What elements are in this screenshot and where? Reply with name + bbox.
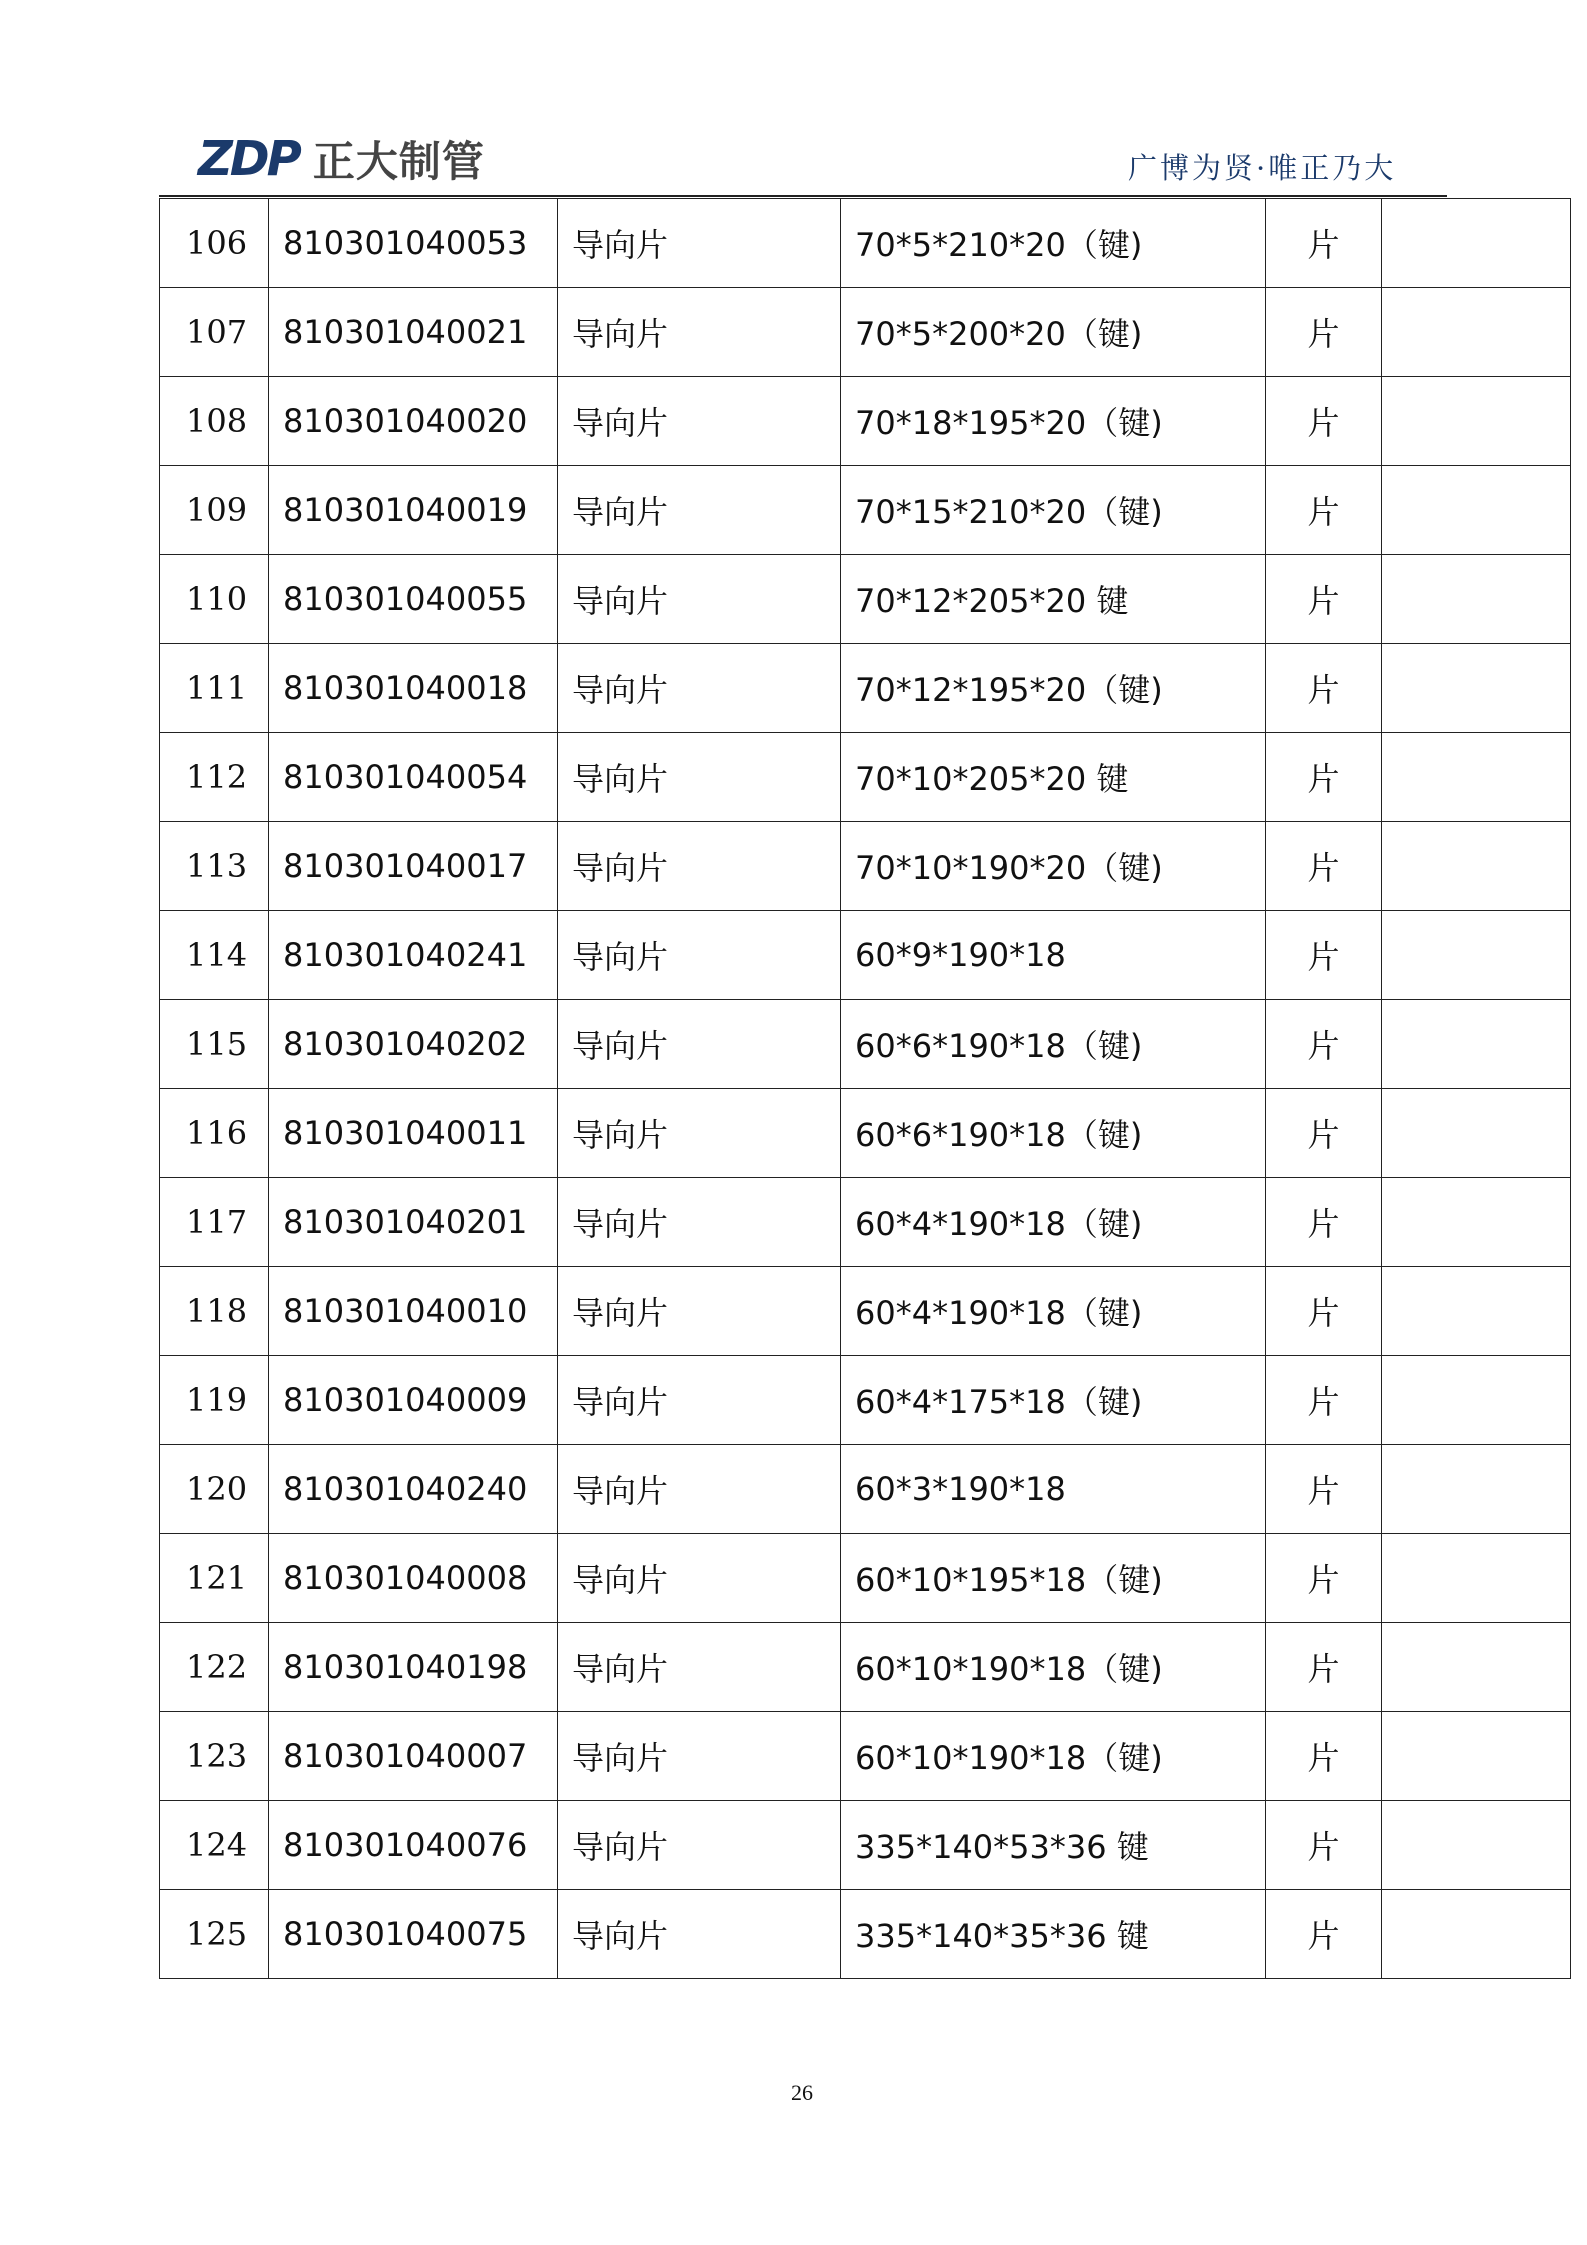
table-row: [160, 1356, 1571, 1445]
item-name: 导向片: [558, 199, 841, 288]
item-name: 导向片: [558, 1712, 841, 1801]
table-row: [160, 555, 1571, 644]
row-number: 108: [160, 377, 269, 466]
row-number: 113: [160, 822, 269, 911]
item-code: 810301040011: [269, 1089, 558, 1178]
item-code: 810301040009: [269, 1356, 558, 1445]
table-row: [160, 1712, 1571, 1801]
item-name: 导向片: [558, 377, 841, 466]
item-spec: 60*3*190*18: [841, 1445, 1266, 1534]
item-spec: 70*10*205*20 键: [841, 733, 1266, 822]
item-remark: [1382, 1445, 1571, 1534]
table-row: [160, 1623, 1571, 1712]
item-remark: [1382, 199, 1571, 288]
item-name: 导向片: [558, 644, 841, 733]
item-code: 810301040019: [269, 466, 558, 555]
item-code: 810301040076: [269, 1801, 558, 1890]
table-row: [160, 1178, 1571, 1267]
item-code: 810301040053: [269, 199, 558, 288]
item-code: 810301040008: [269, 1534, 558, 1623]
item-code: 810301040201: [269, 1178, 558, 1267]
row-number: 122: [160, 1623, 269, 1712]
item-unit: 片: [1266, 1445, 1382, 1534]
item-spec: 335*140*35*36 键: [841, 1890, 1266, 1979]
item-remark: [1382, 1623, 1571, 1712]
item-spec: 70*5*210*20（键): [841, 199, 1266, 288]
item-spec: 70*12*205*20 键: [841, 555, 1266, 644]
item-unit: 片: [1266, 1089, 1382, 1178]
item-name: 导向片: [558, 1267, 841, 1356]
item-code: 810301040198: [269, 1623, 558, 1712]
item-name: 导向片: [558, 733, 841, 822]
item-spec: 70*18*195*20（键): [841, 377, 1266, 466]
table-row: [160, 288, 1571, 377]
item-name: 导向片: [558, 1801, 841, 1890]
item-remark: [1382, 1000, 1571, 1089]
item-name: 导向片: [558, 1178, 841, 1267]
item-spec: 60*10*190*18（键): [841, 1623, 1266, 1712]
table-row: [160, 822, 1571, 911]
item-name: 导向片: [558, 1445, 841, 1534]
item-unit: 片: [1266, 377, 1382, 466]
item-remark: [1382, 1712, 1571, 1801]
table-row: [160, 1445, 1571, 1534]
item-spec: 70*12*195*20（键): [841, 644, 1266, 733]
item-name: 导向片: [558, 1623, 841, 1712]
item-name: 导向片: [558, 555, 841, 644]
table-row: [160, 1801, 1571, 1890]
item-remark: [1382, 1534, 1571, 1623]
item-code: 810301040020: [269, 377, 558, 466]
item-name: 导向片: [558, 1356, 841, 1445]
row-number: 123: [160, 1712, 269, 1801]
item-unit: 片: [1266, 1623, 1382, 1712]
table-row: [160, 1534, 1571, 1623]
item-name: 导向片: [558, 822, 841, 911]
table-row: [160, 1890, 1571, 1979]
item-remark: [1382, 911, 1571, 1000]
item-code: 810301040054: [269, 733, 558, 822]
logo-mark: ZDP: [198, 131, 299, 187]
item-code: 810301040241: [269, 911, 558, 1000]
item-remark: [1382, 1089, 1571, 1178]
row-number: 118: [160, 1267, 269, 1356]
item-spec: 60*4*175*18（键): [841, 1356, 1266, 1445]
item-name: 导向片: [558, 911, 841, 1000]
row-number: 115: [160, 1000, 269, 1089]
item-unit: 片: [1266, 822, 1382, 911]
item-unit: 片: [1266, 911, 1382, 1000]
item-spec: 60*9*190*18: [841, 911, 1266, 1000]
table-row: [160, 377, 1571, 466]
item-spec: 60*10*195*18（键): [841, 1534, 1266, 1623]
item-spec: 60*4*190*18（键): [841, 1267, 1266, 1356]
row-number: 119: [160, 1356, 269, 1445]
table-row: [160, 199, 1571, 288]
row-number: 112: [160, 733, 269, 822]
item-spec: 60*4*190*18（键): [841, 1178, 1266, 1267]
table-row: [160, 733, 1571, 822]
item-remark: [1382, 1890, 1571, 1979]
item-code: 810301040202: [269, 1000, 558, 1089]
row-number: 121: [160, 1534, 269, 1623]
item-code: 810301040010: [269, 1267, 558, 1356]
item-unit: 片: [1266, 1000, 1382, 1089]
item-unit: 片: [1266, 1534, 1382, 1623]
item-name: 导向片: [558, 1089, 841, 1178]
item-unit: 片: [1266, 1801, 1382, 1890]
row-number: 107: [160, 288, 269, 377]
item-spec: 70*5*200*20（键): [841, 288, 1266, 377]
item-remark: [1382, 555, 1571, 644]
item-spec: 60*6*190*18（键): [841, 1089, 1266, 1178]
item-remark: [1382, 288, 1571, 377]
item-code: 810301040007: [269, 1712, 558, 1801]
row-number: 120: [160, 1445, 269, 1534]
item-remark: [1382, 733, 1571, 822]
table-row: [160, 1267, 1571, 1356]
item-remark: [1382, 822, 1571, 911]
logo-text: 正大制管: [312, 137, 485, 186]
item-unit: 片: [1266, 288, 1382, 377]
row-number: 106: [160, 199, 269, 288]
table-row: [160, 466, 1571, 555]
item-code: 810301040021: [269, 288, 558, 377]
company-logo: [198, 131, 485, 187]
item-name: 导向片: [558, 1534, 841, 1623]
item-name: 导向片: [558, 288, 841, 377]
row-number: 110: [160, 555, 269, 644]
table-row: [160, 911, 1571, 1000]
item-name: 导向片: [558, 466, 841, 555]
item-remark: [1382, 644, 1571, 733]
item-spec: 335*140*53*36 键: [841, 1801, 1266, 1890]
item-spec: 60*6*190*18（键): [841, 1000, 1266, 1089]
row-number: 109: [160, 466, 269, 555]
item-code: 810301040018: [269, 644, 558, 733]
item-remark: [1382, 377, 1571, 466]
row-number: 117: [160, 1178, 269, 1267]
item-spec: 70*10*190*20（键): [841, 822, 1266, 911]
item-code: 810301040055: [269, 555, 558, 644]
item-unit: 片: [1266, 1178, 1382, 1267]
parts-table: [159, 198, 1571, 1979]
item-unit: 片: [1266, 1267, 1382, 1356]
row-number: 111: [160, 644, 269, 733]
item-remark: [1382, 466, 1571, 555]
item-remark: [1382, 1267, 1571, 1356]
table-row: [160, 1000, 1571, 1089]
header-divider: [159, 195, 1447, 197]
row-number: 116: [160, 1089, 269, 1178]
item-unit: 片: [1266, 1712, 1382, 1801]
item-unit: 片: [1266, 1890, 1382, 1979]
item-code: 810301040017: [269, 822, 558, 911]
item-unit: 片: [1266, 199, 1382, 288]
page-number: 26: [791, 2080, 813, 2105]
table-row: [160, 1089, 1571, 1178]
item-name: 导向片: [558, 1000, 841, 1089]
item-spec: 70*15*210*20（键): [841, 466, 1266, 555]
item-name: 导向片: [558, 1890, 841, 1979]
item-code: 810301040240: [269, 1445, 558, 1534]
item-unit: 片: [1266, 733, 1382, 822]
row-number: 114: [160, 911, 269, 1000]
slogan: 广博为贤·唯正乃大: [1128, 151, 1397, 185]
item-unit: 片: [1266, 466, 1382, 555]
item-unit: 片: [1266, 555, 1382, 644]
item-remark: [1382, 1356, 1571, 1445]
table-row: [160, 644, 1571, 733]
item-code: 810301040075: [269, 1890, 558, 1979]
row-number: 125: [160, 1890, 269, 1979]
item-remark: [1382, 1178, 1571, 1267]
item-remark: [1382, 1801, 1571, 1890]
item-spec: 60*10*190*18（键): [841, 1712, 1266, 1801]
item-unit: 片: [1266, 644, 1382, 733]
item-unit: 片: [1266, 1356, 1382, 1445]
row-number: 124: [160, 1801, 269, 1890]
